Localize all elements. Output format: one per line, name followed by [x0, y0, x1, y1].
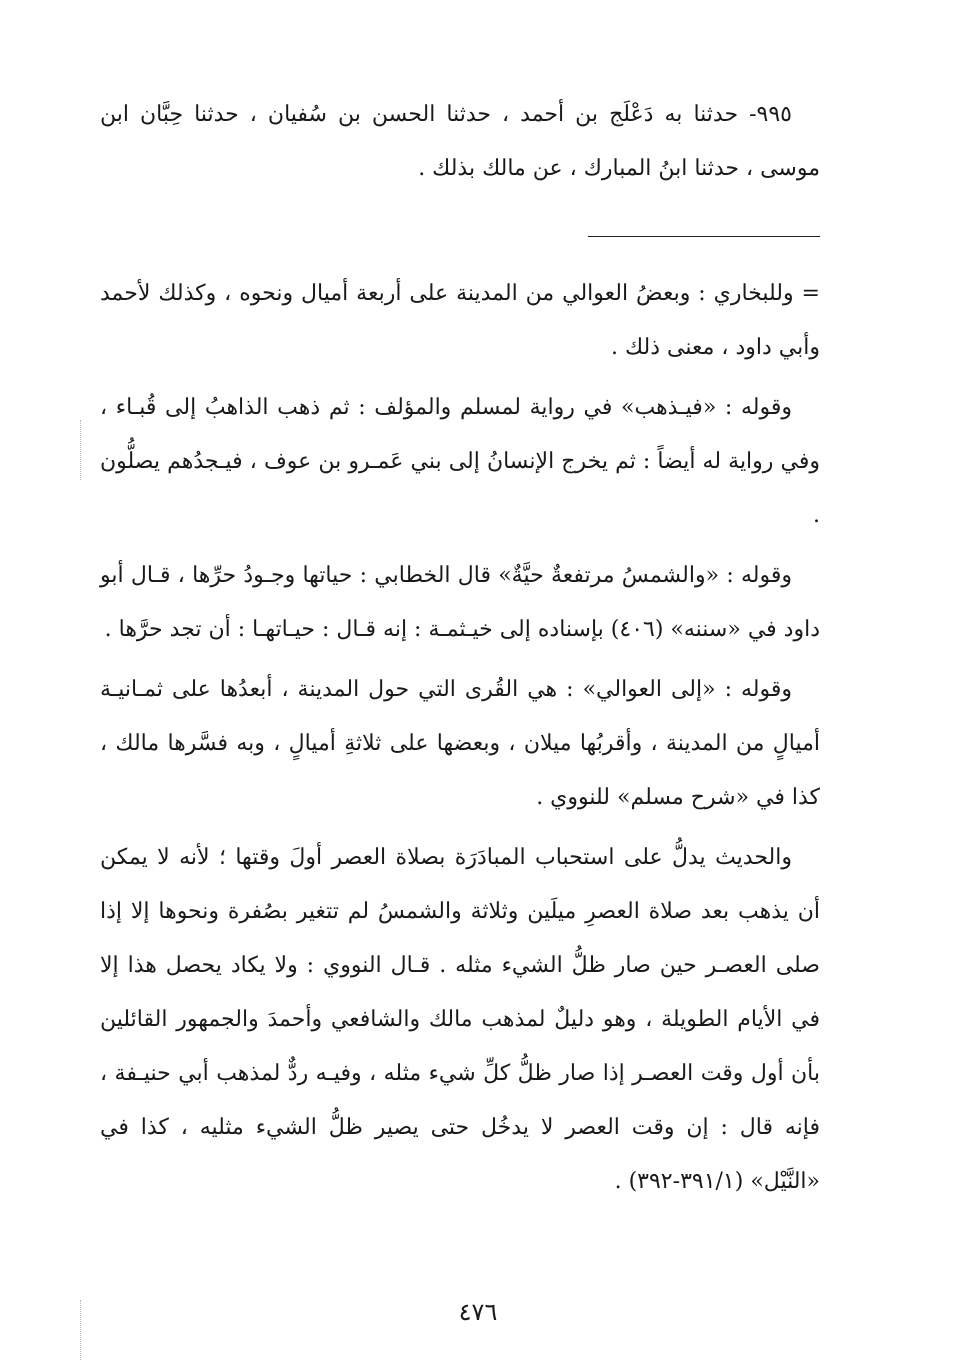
page-content: [100, 88, 820, 1209]
footnote-paragraph: وقوله : «والشمسُ مرتفعةٌ حيَّةٌ» قال الخطابي : حياتها وجـودُ حرِّها ، قـال أبو داود في «سننه» (٤٠٦) بإسناده إلى خيـثمـة : إنه قـال : حيـاتهـا : أن تجد حرَّها .: [100, 563, 820, 642]
footnote-paragraph: والحديث يدلُّ على استحباب المبادَرَة بصلاة العصر أولَ وقتها ؛ لأنه لا يمكن أن يذهب بعد صلاة العصرِ ميلَين وثلاثة والشمسُ لم تتغير بصُفرة ونحوها إلا إذا صلى العصـر حين صار ظلُّ الشيء مثله . قـال النووي : ولا يكاد يحصل هذا إلا في الأيام الطويلة ، وهو دليلٌ لمذهب مالك والشافعي وأحمدَ والجمهور القائلين بأن أول وقت العصـر إذا صار ظلُّ كلِّ شيء مثله ، وفيـه ردٌّ لمذهب أبي حنيـفة ، فإنه قال : إن وقت العصر لا يدخُل حتى يصير ظلُّ الشيء مثليه ، كذا في «النَّيْل» (٣٩١/١-٣٩٢) .: [100, 845, 820, 1194]
footnote-paragraph: وقوله : «فيـذهب» في رواية لمسلم والمؤلف : ثم ذهب الذاهبُ إلى قُبـاء ، وفي رواية له أيضاً : ثم يخرج الإنسانُ إلى بني عَمـرو بن عوف ، فيـجدُهم يصلُّون .: [100, 395, 820, 528]
hadith-text: ٩٩٥- حدثنا به دَعْلَج بن أحمد ، حدثنا الحسن بن سُفيان ، حدثنا حِبَّان ابن موسى ، حدثنا ابنُ المبارك ، عن مالك بذلك .: [100, 102, 820, 181]
page-number: ٤٧٦: [458, 1298, 498, 1326]
footnote-continuation: = وللبخاري : وبعضُ العوالي من المدينة على أربعة أميال ونحوه ، وكذلك لأحمد وأبي داود ، معنى ذلك .: [100, 281, 820, 360]
footnote-separator: [588, 236, 820, 237]
footnote-paragraph: وقوله : «إلى العوالي» : هي القُرى التي حول المدينة ، أبعدُها على ثمـانيـة أميالٍ من المدينة ، وأقربُها ميلان ، وبعضها على ثلاثةِ أميالٍ ، وبه فسَّرها مالك ، كذا في «شرح مسلم» للنووي .: [100, 677, 820, 810]
margin-guide: [80, 420, 81, 480]
